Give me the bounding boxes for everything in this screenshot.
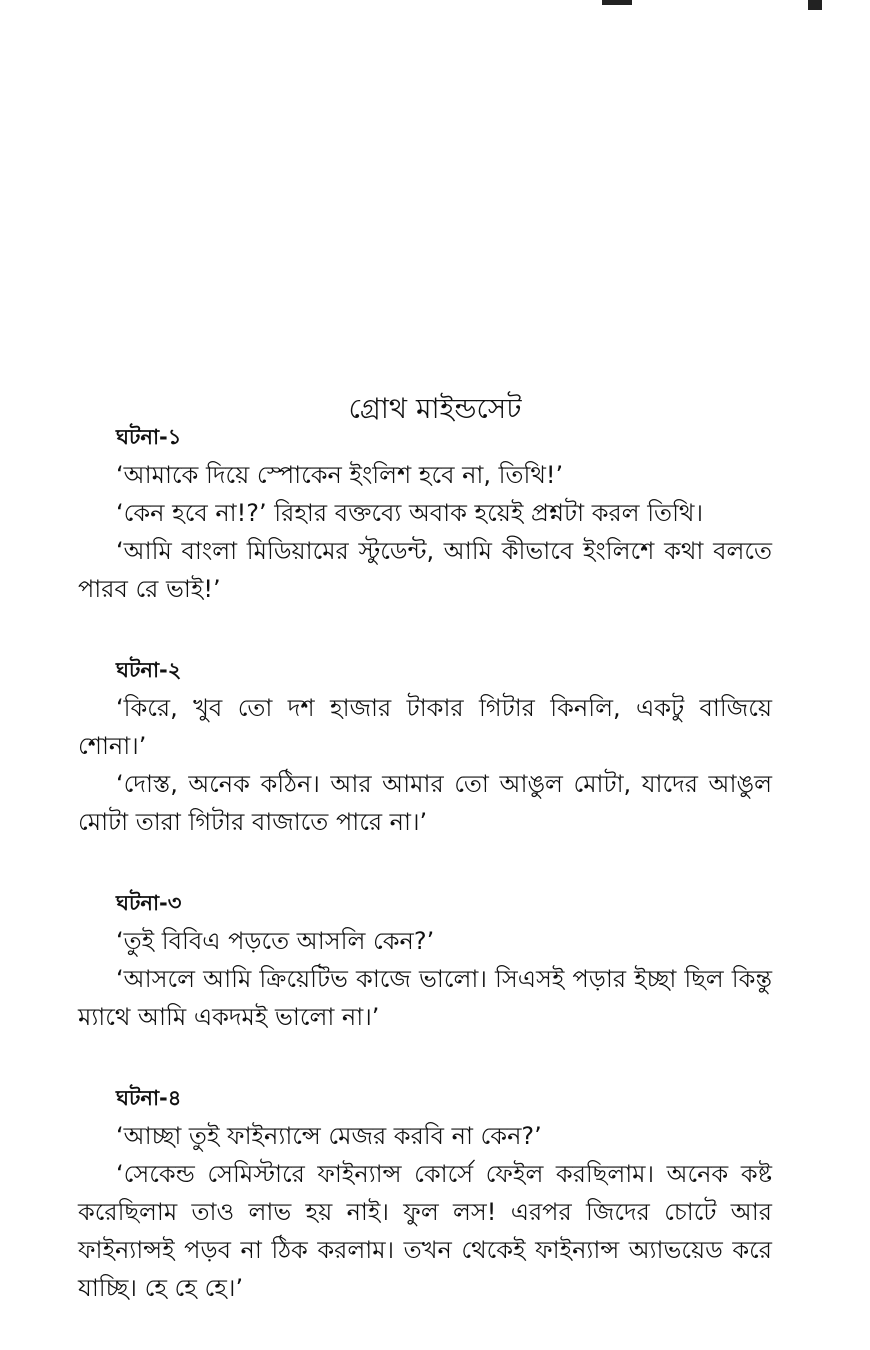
incident-label: ঘটনা-৪ (116, 1086, 182, 1110)
incident-label: ঘটনা-৩ (116, 891, 182, 915)
incident-3 (78, 884, 772, 1036)
dialogue-paragraph: ‘কেন হবে না!?’ রিহার বক্তব্যে অবাক হয়েই প্রশ্নটা করল তিথি। (116, 499, 704, 527)
dialogue-paragraph: ‘কিরে, খুব তো দশ হাজার টাকার গিটার কিনলি, একটু বাজিয়ে শোনা।’ (78, 694, 772, 760)
incident-1 (78, 418, 772, 608)
dialogue-paragraph: ‘তুই বিবিএ পড়তে আসলি কেন?’ (116, 927, 435, 955)
incident-2 (78, 651, 772, 841)
page-body (78, 418, 772, 1350)
dialogue-paragraph: ‘আমাকে দিয়ে স্পোকেন ইংলিশ হবে না, তিথি!’ (116, 461, 564, 489)
dialogue-paragraph: ‘আমি বাংলা মিডিয়ামের স্টুডেন্ট, আমি কীভাবে ইংলিশে কথা বলতে পারব রে ভাই!’ (78, 537, 772, 603)
incident-label: ঘটনা-২ (116, 658, 182, 682)
page-title: গ্রোথ মাইন্ডসেট (348, 391, 522, 425)
incident-4 (78, 1079, 772, 1307)
top-edge-mark (602, 0, 632, 5)
dialogue-paragraph: ‘আসলে আমি ক্রিয়েটিভ কাজে ভালো। সিএসই পড়ার ইচ্ছা ছিল কিন্তু ম্যাথে আমি একদমই ভালো না।’ (78, 965, 772, 1031)
dialogue-paragraph: ‘আচ্ছা তুই ফাইন্যান্সে মেজর করবি না কেন?’ (116, 1122, 542, 1150)
top-edge-mark (808, 0, 822, 10)
dialogue-paragraph: ‘সেকেন্ড সেমিস্টারে ফাইন্যান্স কোর্সে ফেইল করছিলাম। অনেক কষ্ট করেছিলাম তাও লাভ হয় নাই। ফুল লস! এরপর জিদের চোটে আর ফাইন্যান্সই পড়ব না ঠিক করলাম। তখন থেকেই ফাইন্যান্স অ্যাভয়েড করে যাচ্ছি। হে হে হে।’ (78, 1160, 772, 1302)
dialogue-paragraph: ‘দোস্ত, অনেক কঠিন। আর আমার তো আঙুল মোটা, যাদের আঙুল মোটা তারা গিটার বাজাতে পারে না।’ (78, 770, 772, 836)
incident-label: ঘটনা-১ (116, 425, 182, 449)
